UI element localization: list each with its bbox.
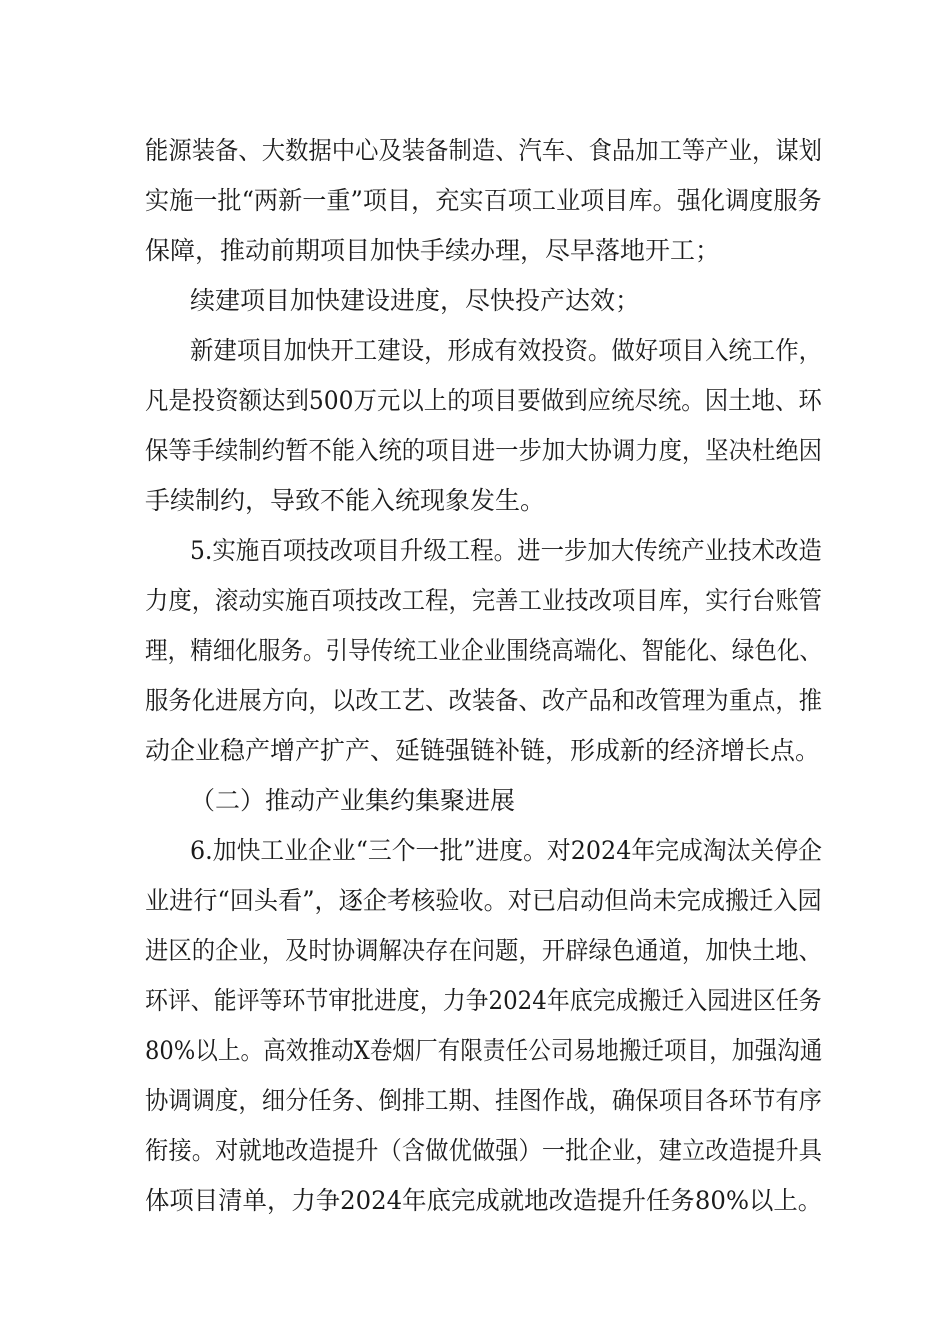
paragraph-start: 6.加快工业企业“三个一批”进度。对2024年完成淘汰关停企 bbox=[190, 836, 823, 865]
text-line: 动企业稳产增产扩产、延链强链补链，形成新的经济增长点。 bbox=[145, 736, 821, 765]
text-line: 保等手续制约暂不能入统的项目进一步加大协调力度，坚决杜绝因 bbox=[145, 436, 823, 465]
text-line: 保障，推动前期项目加快手续办理，尽早落地开工； bbox=[145, 236, 721, 265]
text-line: 业进行“回头看”，逐企考核验收。对已启动但尚未完成搬迁入园 bbox=[145, 886, 822, 915]
paragraph-start: 新建项目加快开工建设，形成有效投资。做好项目入统工作， bbox=[190, 336, 823, 365]
text-line: 手续制约，导致不能入统现象发生。 bbox=[145, 486, 546, 515]
text-line: 力度，滚动实施百项技改工程，完善工业技改项目库，实行台账管 bbox=[145, 586, 823, 615]
paragraph-start: 5.实施百项技改项目升级工程。进一步加大传统产业技术改造 bbox=[190, 536, 822, 565]
section-heading: （二）推动产业集约集聚进展 bbox=[190, 786, 516, 815]
text-line: 80%以上。高效推动X卷烟厂有限责任公司易地搬迁项目，加强沟通 bbox=[145, 1036, 823, 1065]
text-line: 协调调度，细分任务、倒排工期、挂图作战，确保项目各环节有序 bbox=[145, 1086, 823, 1115]
text-line: 理，精细化服务。引导传统工业企业围绕高端化、智能化、绿色化、 bbox=[145, 636, 823, 665]
paragraph-start: 续建项目加快建设进度，尽快投产达效； bbox=[190, 286, 641, 315]
text-line: 衔接。对就地改造提升（含做优做强）一批企业，建立改造提升具 bbox=[145, 1136, 823, 1165]
text-line: 能源装备、大数据中心及装备制造、汽车、食品加工等产业，谋划 bbox=[145, 136, 823, 165]
text-line: 实施一批“两新一重”项目，充实百项工业项目库。强化调度服务 bbox=[145, 186, 822, 215]
text-line: 环评、能评等环节审批进度，力争2024年底完成搬迁入园进区任务 bbox=[145, 986, 822, 1015]
text-line: 服务化进展方向，以改工艺、改装备、改产品和改管理为重点，推 bbox=[145, 686, 823, 715]
text-line: 体项目清单，力争2024年底完成就地改造提升任务80%以上。 bbox=[145, 1186, 823, 1215]
text-line: 进区的企业，及时协调解决存在问题，开辟绿色通道，加快土地、 bbox=[145, 936, 823, 965]
text-line: 凡是投资额达到500万元以上的项目要做到应统尽统。因土地、环 bbox=[145, 386, 822, 415]
